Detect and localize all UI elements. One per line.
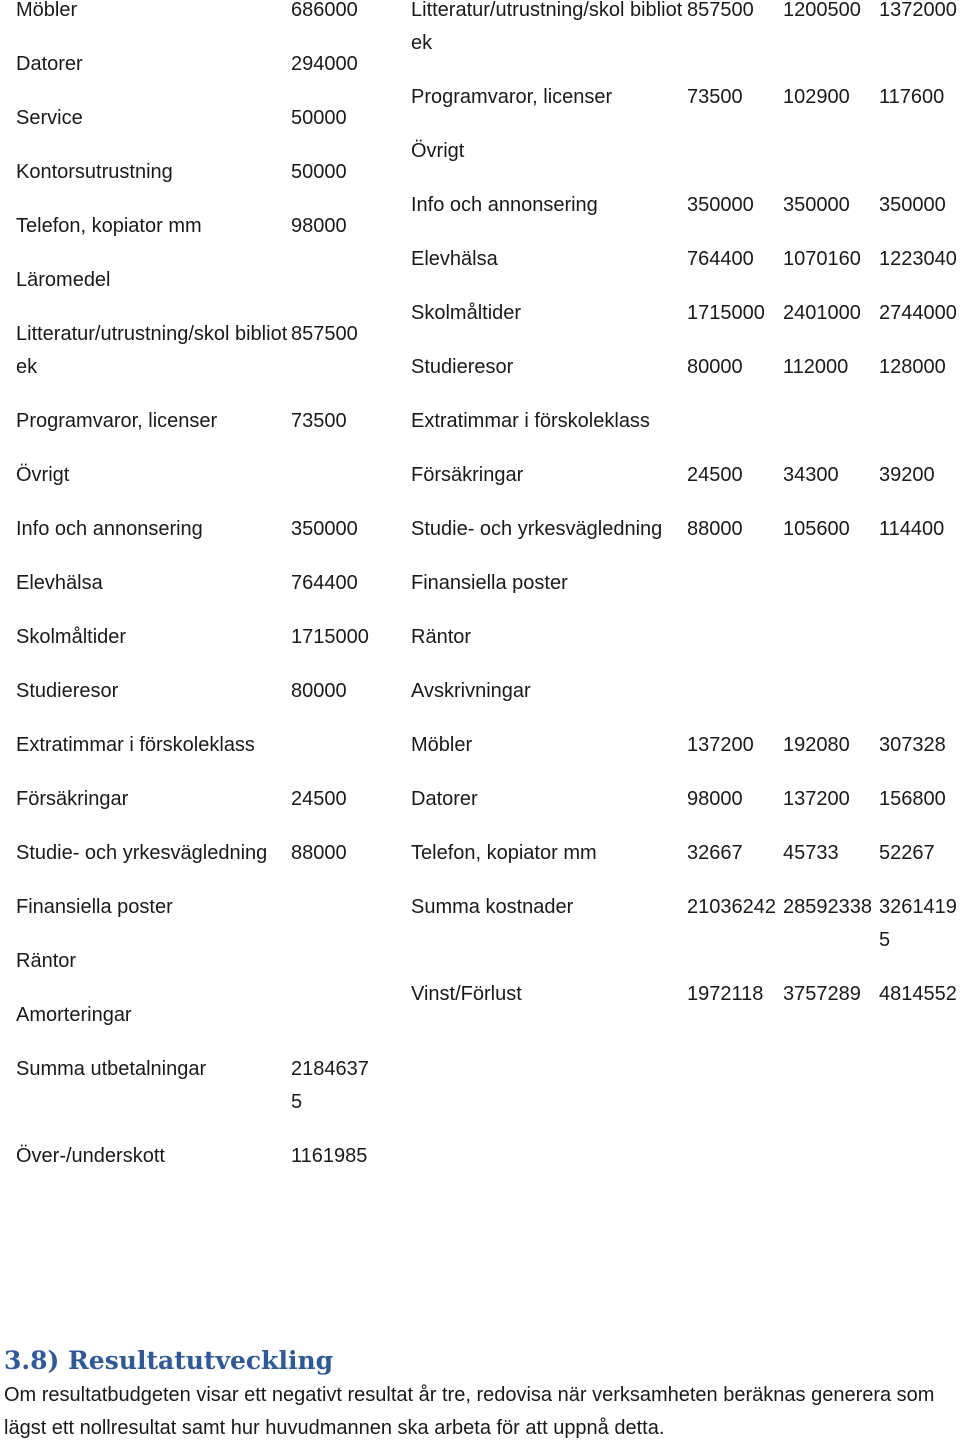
year-2-value: 102900	[783, 86, 850, 108]
year-1-value: 764400	[687, 248, 754, 270]
table-row	[411, 297, 957, 351]
table-row	[16, 102, 376, 156]
table-row	[16, 1140, 376, 1194]
row-label: Möbler	[16, 0, 78, 21]
year-1-value	[687, 567, 783, 621]
row-label: Litteratur/utrustning/skol bibliotek	[16, 323, 288, 378]
section-body-text: Om resultatbudgeten visar ett negativt resultat år tre, redovisa när verksamheten beräknas generera som lägst ett nollresultat samt hur huvudmannen ska arbeta för att uppnå detta.	[4, 1384, 935, 1439]
row-value: 1715000	[291, 626, 369, 648]
row-label: Möbler	[411, 734, 473, 756]
table-row	[411, 783, 957, 837]
row-value: 350000	[291, 518, 358, 540]
table-row	[411, 405, 957, 459]
table-row	[16, 729, 376, 783]
row-label: Datorer	[16, 53, 83, 75]
row-label: Extratimmar i förskoleklass	[411, 410, 650, 432]
year-2-value: 105600	[783, 518, 850, 540]
row-label: Avskrivningar	[411, 680, 531, 702]
year-2-value: 112000	[783, 356, 849, 378]
year-3-value	[879, 675, 957, 729]
year-1-value: 857500	[687, 0, 754, 21]
row-label: Litteratur/utrustning/skol bibliotek	[411, 0, 683, 54]
table-row	[411, 243, 957, 297]
table-row	[411, 459, 957, 513]
row-label: Läromedel	[16, 269, 111, 291]
year-2-value	[783, 567, 879, 621]
year-2-value	[783, 135, 879, 189]
row-label: Finansiella poster	[16, 896, 173, 918]
table-row	[411, 837, 957, 891]
year-1-value	[687, 675, 783, 729]
row-value: 73500	[291, 410, 347, 432]
row-label: Extratimmar i förskoleklass	[16, 734, 255, 756]
row-value	[291, 459, 376, 513]
row-label: Info och annonsering	[411, 194, 598, 216]
year-1-value: 1972118	[687, 983, 764, 1005]
year-2-value	[783, 675, 879, 729]
year-1-value: 350000	[687, 194, 754, 216]
table-row	[411, 0, 957, 81]
table-row	[16, 567, 376, 621]
year-1-value: 21036242	[687, 896, 776, 918]
row-value: 24500	[291, 788, 347, 810]
year-3-value: 52267	[879, 842, 935, 864]
row-label: Räntor	[411, 626, 472, 648]
year-3-value: 117600	[879, 86, 945, 108]
year-3-value: 4814552	[879, 983, 957, 1005]
table-row	[16, 513, 376, 567]
table-row	[16, 1053, 376, 1140]
row-label: Övrigt	[411, 140, 465, 162]
table-row	[411, 675, 957, 729]
row-label: Räntor	[16, 950, 77, 972]
year-3-value: 1223040	[879, 248, 957, 270]
row-value	[291, 999, 376, 1053]
year-3-value	[879, 621, 957, 675]
row-label: Övrigt	[16, 464, 70, 486]
row-value	[291, 264, 376, 318]
year-1-value: 32667	[687, 842, 743, 864]
year-3-value	[879, 405, 957, 459]
table-row	[16, 264, 376, 318]
table-row	[16, 891, 376, 945]
row-label: Telefon, kopiator mm	[411, 842, 597, 864]
table-row	[16, 405, 376, 459]
row-value: 80000	[291, 680, 347, 702]
row-label: Studieresor	[16, 680, 119, 702]
row-value	[291, 945, 376, 999]
table-row	[411, 891, 957, 978]
year-1-value: 24500	[687, 464, 743, 486]
year-2-value: 1070160	[783, 248, 861, 270]
result-development-section	[4, 1343, 960, 1445]
table-row	[16, 945, 376, 999]
row-label: Summa kostnader	[411, 896, 574, 918]
table-row	[16, 48, 376, 102]
row-value: 98000	[291, 215, 347, 237]
table-row	[411, 135, 957, 189]
year-3-value: 307328	[879, 734, 946, 756]
row-value: 294000	[291, 53, 358, 75]
year-2-value: 28592338	[783, 896, 872, 918]
row-value: 21846375	[291, 1058, 369, 1113]
year-1-value: 98000	[687, 788, 743, 810]
row-label: Kontorsutrustning	[16, 161, 173, 183]
year-1-value	[687, 621, 783, 675]
table-row	[411, 621, 957, 675]
year-2-value: 3757289	[783, 983, 861, 1005]
table-row	[16, 999, 376, 1053]
result-budget-table	[411, 0, 957, 1032]
row-value: 88000	[291, 842, 347, 864]
year-1-value	[687, 135, 783, 189]
section-heading: 3.8) Resultatutveckling	[4, 1346, 334, 1375]
row-value	[291, 891, 376, 945]
row-value: 764400	[291, 572, 358, 594]
row-label: Programvaror, licenser	[16, 410, 218, 432]
row-label: Försäkringar	[411, 464, 524, 486]
cash-flow-table-body	[16, 0, 376, 1194]
row-label: Datorer	[411, 788, 478, 810]
year-2-value: 34300	[783, 464, 839, 486]
year-3-value	[879, 567, 957, 621]
year-2-value: 350000	[783, 194, 850, 216]
row-label: Vinst/Förlust	[411, 983, 522, 1005]
year-3-value: 114400	[879, 518, 945, 540]
row-label: Elevhälsa	[411, 248, 498, 270]
year-3-value: 1372000	[879, 0, 957, 21]
year-1-value: 137200	[687, 734, 754, 756]
year-3-value: 128000	[879, 356, 946, 378]
year-2-value: 137200	[783, 788, 850, 810]
row-value: 50000	[291, 161, 347, 183]
row-label: Försäkringar	[16, 788, 129, 810]
table-row	[16, 210, 376, 264]
year-2-value: 45733	[783, 842, 839, 864]
table-row	[16, 318, 376, 405]
table-row	[411, 189, 957, 243]
row-label: Elevhälsa	[16, 572, 103, 594]
year-3-value: 39200	[879, 464, 935, 486]
table-row	[16, 675, 376, 729]
year-1-value: 80000	[687, 356, 743, 378]
year-3-value: 2744000	[879, 302, 957, 324]
row-label: Skolmåltider	[411, 302, 522, 324]
row-value: 857500	[291, 323, 358, 345]
row-label: Summa utbetalningar	[16, 1058, 207, 1080]
row-label: Studieresor	[411, 356, 514, 378]
year-2-value: 1200500	[783, 0, 861, 21]
table-row	[16, 783, 376, 837]
row-value: 686000	[291, 0, 358, 21]
year-1-value	[687, 405, 783, 459]
row-label: Telefon, kopiator mm	[16, 215, 202, 237]
year-2-value: 192080	[783, 734, 850, 756]
result-budget-table-body	[411, 0, 957, 1032]
cash-flow-table	[16, 0, 376, 1194]
row-value: 50000	[291, 107, 347, 129]
year-2-value: 2401000	[783, 302, 861, 324]
year-2-value	[783, 405, 879, 459]
table-row	[16, 156, 376, 210]
table-row	[16, 837, 376, 891]
table-row	[411, 567, 957, 621]
year-3-value: 32614195	[879, 896, 957, 951]
row-label: Info och annonsering	[16, 518, 203, 540]
table-row	[411, 81, 957, 135]
row-label: Amorteringar	[16, 1004, 132, 1026]
year-3-value	[879, 135, 957, 189]
row-label: Studie- och yrkesvägledning	[16, 842, 268, 864]
row-value	[291, 729, 376, 783]
table-row	[16, 0, 376, 48]
year-3-value: 350000	[879, 194, 946, 216]
table-row	[16, 621, 376, 675]
row-label: Över-/underskott	[16, 1145, 165, 1167]
table-row	[411, 513, 957, 567]
year-1-value: 73500	[687, 86, 743, 108]
year-2-value	[783, 621, 879, 675]
row-value: 1161985	[291, 1145, 368, 1167]
row-label: Service	[16, 107, 83, 129]
table-row	[411, 351, 957, 405]
row-label: Programvaror, licenser	[411, 86, 613, 108]
row-label: Studie- och yrkesvägledning	[411, 518, 663, 540]
table-row	[411, 978, 957, 1032]
table-row	[16, 459, 376, 513]
row-label: Finansiella poster	[411, 572, 568, 594]
table-row	[411, 729, 957, 783]
year-1-value: 1715000	[687, 302, 765, 324]
year-3-value: 156800	[879, 788, 946, 810]
year-1-value: 88000	[687, 518, 743, 540]
row-label: Skolmåltider	[16, 626, 127, 648]
